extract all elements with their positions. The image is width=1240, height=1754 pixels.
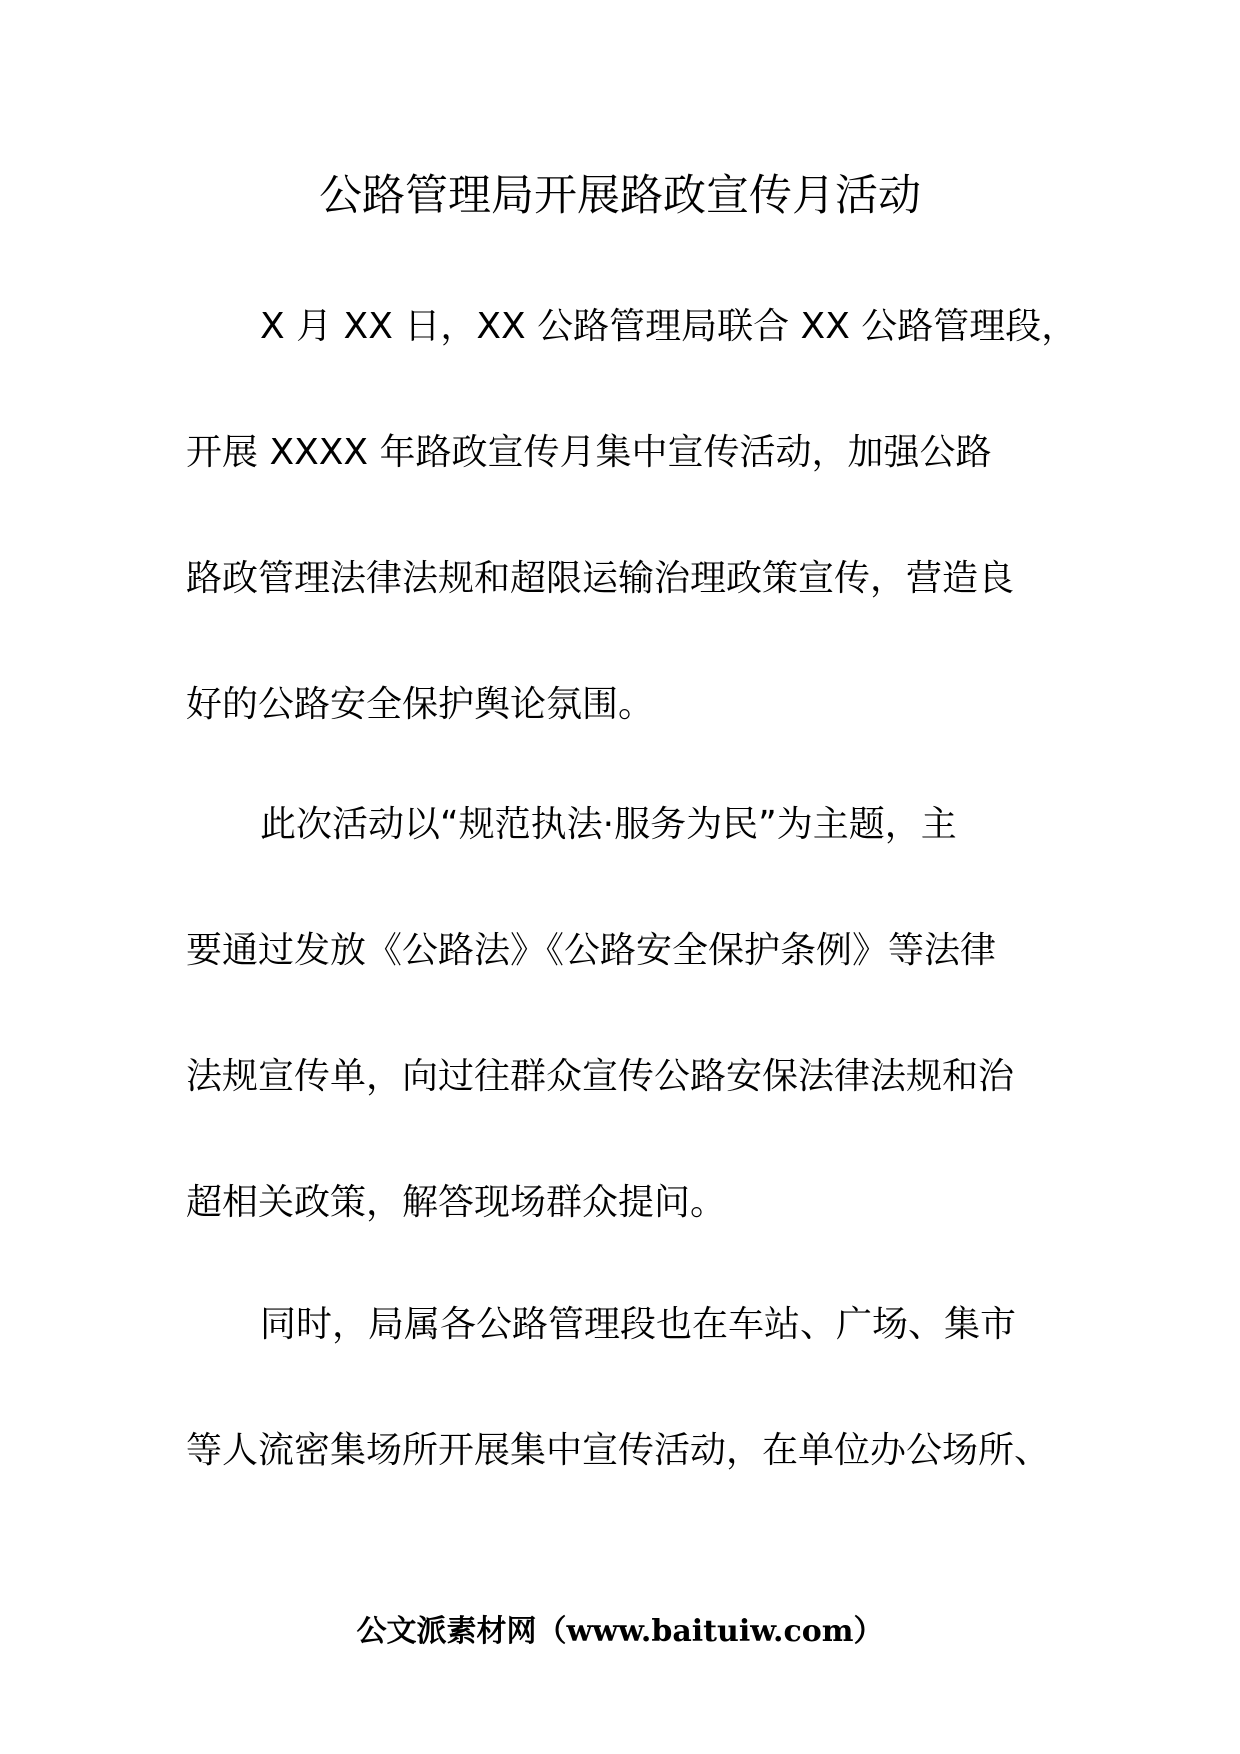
paragraph-2-line-4: 超相关政策，解答现场群众提问。: [186, 1182, 727, 1223]
paragraph-3-line-2: 等人流密集场所开展集中宣传活动，在单位办公场所、: [186, 1430, 1051, 1471]
paragraph-2-line-2: 要通过发放《公路法》《公路安全保护条例》等法律: [186, 930, 997, 971]
paragraph-2-line-3: 法规宣传单，向过往群众宣传公路安保法律法规和治: [186, 1056, 1015, 1097]
paragraph-1-line-1: X 月 XX 日，XX 公路管理局联合 XX 公路管理段，: [260, 306, 1078, 347]
paragraph-1-line-3: 路政管理法律法规和超限运输治理政策宣传，营造良: [186, 558, 1015, 599]
paragraph-2-line-1: 此次活动以“规范执法·服务为民”为主题，主: [260, 804, 957, 845]
footer-watermark: 公文派素材网（www.baituiw.com）: [356, 1614, 884, 1649]
paragraph-3-line-1: 同时，局属各公路管理段也在车站、广场、集市: [260, 1304, 1017, 1345]
paragraph-1-line-2: 开展 XXXX 年路政宣传月集中宣传活动，加强公路: [186, 432, 992, 473]
document-title: 公路管理局开展路政宣传月活动: [319, 171, 921, 221]
paragraph-1-line-4: 好的公路安全保护舆论氛围。: [186, 684, 655, 725]
